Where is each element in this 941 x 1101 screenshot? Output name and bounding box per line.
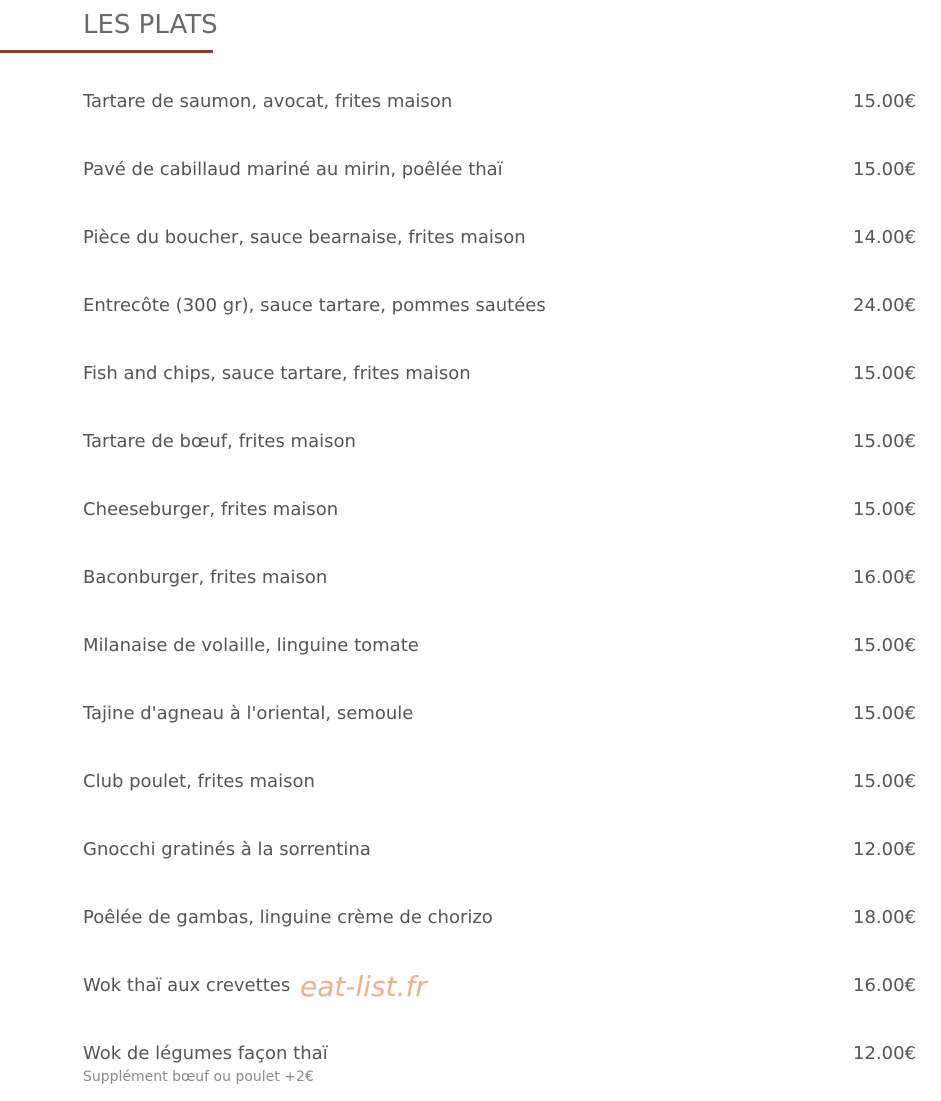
menu-item-name: Wok thaï aux crevettes: [83, 975, 291, 996]
menu-item: [83, 431, 916, 471]
menu-item-name: Pavé de cabillaud mariné au mirin, poêlée thaï: [83, 159, 503, 180]
menu-item-name: Tajine d'agneau à l'oriental, semoule: [83, 703, 414, 724]
menu-item-price: 12.00€: [853, 1043, 916, 1064]
menu-item: [83, 363, 916, 403]
menu-item-price: 15.00€: [853, 91, 916, 112]
menu-item-price: 15.00€: [853, 363, 916, 384]
menu-item-price: 16.00€: [853, 975, 916, 996]
menu-item: [83, 295, 916, 335]
menu-item-name: Club poulet, frites maison: [83, 771, 315, 792]
menu-item-price: 15.00€: [853, 703, 916, 724]
menu-item-name: Tartare de bœuf, frites maison: [83, 431, 356, 452]
menu-item-price: 12.00€: [853, 839, 916, 860]
menu-item-price: 18.00€: [853, 907, 916, 928]
menu-item-name: Milanaise de volaille, linguine tomate: [83, 635, 419, 656]
menu-item-note: Supplément bœuf ou poulet +2€: [83, 1069, 314, 1085]
menu-item-price: 15.00€: [853, 499, 916, 520]
menu-item: [83, 91, 916, 131]
menu-item-price: 16.00€: [853, 567, 916, 588]
menu-item-price: 15.00€: [853, 635, 916, 656]
menu-item: [83, 703, 916, 743]
section-title: LES PLATS: [83, 10, 218, 40]
menu-item: [83, 907, 916, 947]
menu-item: [83, 839, 916, 879]
menu-item: [83, 771, 916, 811]
watermark-logo: eat-list.fr: [300, 970, 427, 1003]
menu-item-name: Tartare de saumon, avocat, frites maison: [83, 91, 453, 112]
menu-item-name: Poêlée de gambas, linguine crème de chorizo: [83, 907, 493, 928]
menu-item-price: 24.00€: [853, 295, 916, 316]
menu-item: [83, 567, 916, 607]
menu-item: [83, 159, 916, 199]
menu-item-price: 15.00€: [853, 771, 916, 792]
menu-item-name: Wok de légumes façon thaï: [83, 1043, 328, 1064]
menu-item-price: 15.00€: [853, 431, 916, 452]
menu-item: [83, 635, 916, 675]
menu-item-name: Baconburger, frites maison: [83, 567, 328, 588]
menu-item-name: Entrecôte (300 gr), sauce tartare, pommes sautées: [83, 295, 546, 316]
menu-item-name: Pièce du boucher, sauce bearnaise, frites maison: [83, 227, 526, 248]
menu-item: [83, 975, 916, 1015]
menu-item-name: Cheeseburger, frites maison: [83, 499, 339, 520]
menu-item: [83, 499, 916, 539]
menu-item-price: 15.00€: [853, 159, 916, 180]
menu-item-name: Gnocchi gratinés à la sorrentina: [83, 839, 371, 860]
menu-item-name: Fish and chips, sauce tartare, frites maison: [83, 363, 471, 384]
menu-item: [83, 227, 916, 267]
menu-item-price: 14.00€: [853, 227, 916, 248]
menu-item: [83, 1043, 916, 1093]
